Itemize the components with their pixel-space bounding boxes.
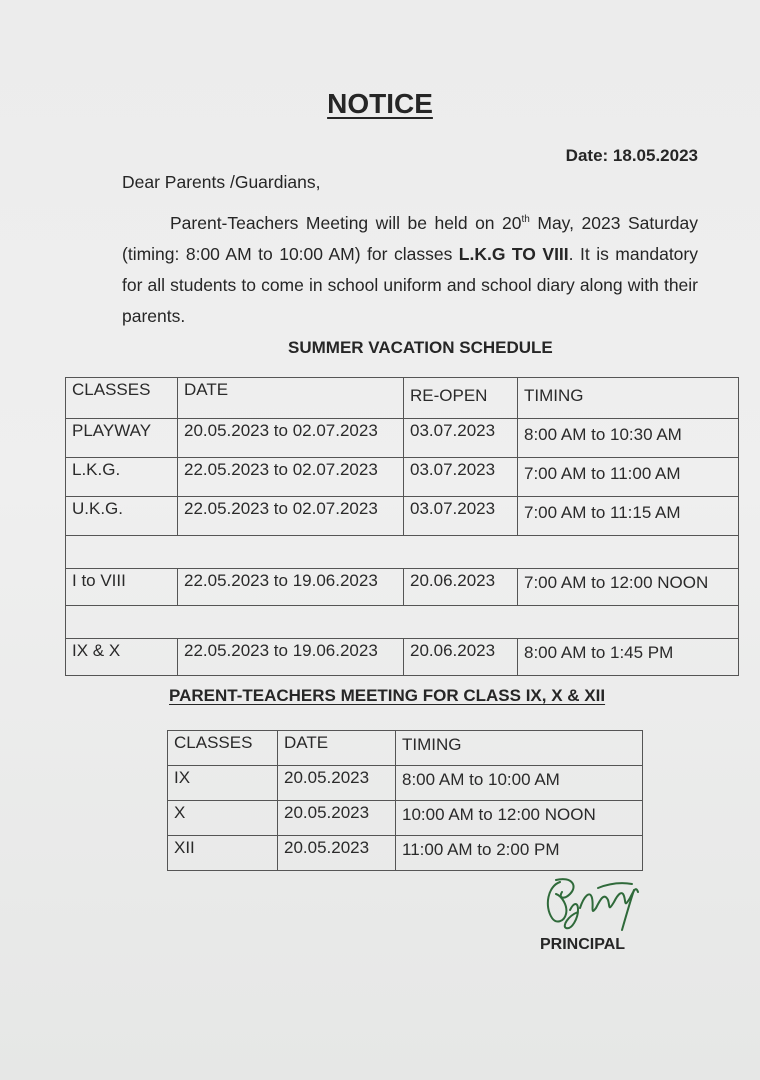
table-cell: 7:00 AM to 12:00 NOON bbox=[518, 569, 739, 606]
table-row bbox=[168, 801, 643, 836]
principal-signature bbox=[538, 872, 648, 934]
table-cell: X bbox=[168, 801, 278, 836]
summer-schedule-heading: SUMMER VACATION SCHEDULE bbox=[288, 338, 553, 357]
blank-cell bbox=[66, 536, 739, 569]
table-cell: PLAYWAY bbox=[66, 419, 178, 458]
table-cell: 20.05.2023 bbox=[278, 766, 396, 801]
table-cell: 03.07.2023 bbox=[404, 419, 518, 458]
table-cell: 22.05.2023 to 19.06.2023 bbox=[178, 569, 404, 606]
table-row bbox=[168, 766, 643, 801]
table-cell: L.K.G. bbox=[66, 458, 178, 497]
summer-schedule-table bbox=[65, 377, 739, 676]
table-row bbox=[168, 836, 643, 871]
table-cell: 22.05.2023 to 02.07.2023 bbox=[178, 497, 404, 536]
notice-title: NOTICE bbox=[327, 88, 433, 119]
table-cell: IX bbox=[168, 766, 278, 801]
blank-cell bbox=[66, 606, 739, 639]
ptm-heading: PARENT-TEACHERS MEETING FOR CLASS IX, X & XII bbox=[169, 686, 606, 705]
table-cell: 7:00 AM to 11:00 AM bbox=[518, 458, 739, 497]
table-cell: 22.05.2023 to 19.06.2023 bbox=[178, 639, 404, 676]
table-cell: 11:00 AM to 2:00 PM bbox=[396, 836, 643, 871]
table-cell: 22.05.2023 to 02.07.2023 bbox=[178, 458, 404, 497]
header-cell: CLASSES bbox=[66, 378, 178, 419]
signature-strokes bbox=[548, 879, 638, 930]
table-spacer-row bbox=[66, 536, 739, 569]
header-cell: DATE bbox=[178, 378, 404, 419]
table-cell: 7:00 AM to 11:15 AM bbox=[518, 497, 739, 536]
header-cell: RE-OPEN bbox=[404, 378, 518, 419]
table-row bbox=[66, 419, 739, 458]
table-cell: 20.05.2023 bbox=[278, 836, 396, 871]
notice-body: Parent-Teachers Meeting will be held on 20th May, 2023 Saturday (timing: 8:00 AM to 10:00 AM) for classes L.K.G TO VIII. It is mandatory for all students to come in school uniform and school diary along with their parents. bbox=[122, 212, 698, 326]
table-cell: 20.05.2023 bbox=[278, 801, 396, 836]
table-cell: I to VIII bbox=[66, 569, 178, 606]
table-cell: U.K.G. bbox=[66, 497, 178, 536]
table-row bbox=[66, 639, 739, 676]
principal-designation: PRINCIPAL bbox=[540, 936, 626, 953]
table-header-row bbox=[66, 378, 739, 419]
table-row bbox=[66, 497, 739, 536]
table-cell: 03.07.2023 bbox=[404, 458, 518, 497]
table-spacer-row bbox=[66, 606, 739, 639]
table-header-row bbox=[168, 731, 643, 766]
table-cell: 8:00 AM to 10:30 AM bbox=[518, 419, 739, 458]
table-cell: 8:00 AM to 1:45 PM bbox=[518, 639, 739, 676]
header-cell: TIMING bbox=[396, 731, 643, 766]
table-cell: 20.06.2023 bbox=[404, 639, 518, 676]
header-cell: TIMING bbox=[518, 378, 739, 419]
table-row bbox=[66, 569, 739, 606]
salutation: Dear Parents /Guardians, bbox=[122, 172, 321, 192]
table-cell: 03.07.2023 bbox=[404, 497, 518, 536]
header-cell: CLASSES bbox=[168, 731, 278, 766]
ptm-table bbox=[167, 730, 643, 871]
table-cell: 20.05.2023 to 02.07.2023 bbox=[178, 419, 404, 458]
table-cell: XII bbox=[168, 836, 278, 871]
table-row bbox=[66, 458, 739, 497]
table-cell: 10:00 AM to 12:00 NOON bbox=[396, 801, 643, 836]
table-cell: 8:00 AM to 10:00 AM bbox=[396, 766, 643, 801]
table-cell: 20.06.2023 bbox=[404, 569, 518, 606]
table-cell: IX & X bbox=[66, 639, 178, 676]
header-cell: DATE bbox=[278, 731, 396, 766]
notice-date: Date: 18.05.2023 bbox=[565, 146, 698, 165]
